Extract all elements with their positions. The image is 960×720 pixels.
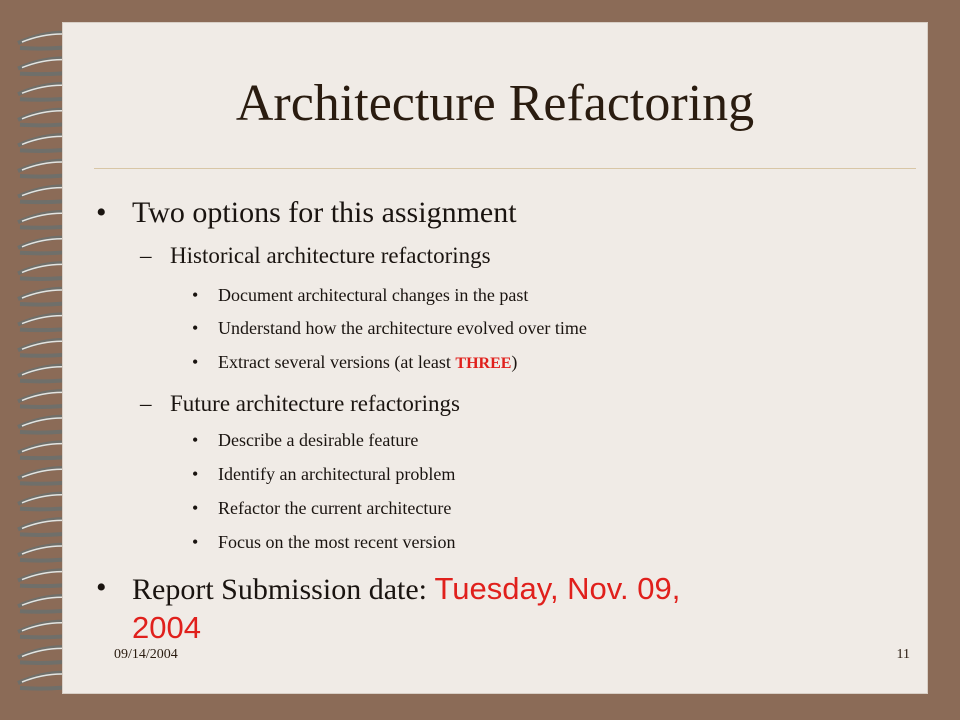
bullet-marker: • bbox=[192, 430, 199, 450]
due-date-continuation bbox=[132, 610, 201, 646]
item-text-prefix: Extract several versions (at least bbox=[218, 352, 456, 372]
item-understand-evolution bbox=[192, 318, 587, 339]
dash-marker: – bbox=[140, 391, 152, 416]
item-describe-feature bbox=[192, 430, 419, 451]
page-number: 11 bbox=[896, 647, 910, 662]
bullet-marker: • bbox=[192, 318, 199, 338]
item-emphasis-three: THREE bbox=[455, 355, 512, 372]
bullet-marker: • bbox=[96, 196, 107, 229]
sub-bullet-text: Historical architecture refactorings bbox=[170, 243, 491, 268]
item-text: Focus on the most recent version bbox=[218, 532, 456, 552]
slide-content bbox=[62, 22, 928, 694]
sub-bullet-future bbox=[140, 391, 460, 417]
slide bbox=[62, 22, 928, 694]
item-text: Understand how the architecture evolved over time bbox=[218, 318, 587, 338]
sub-bullet-historical bbox=[140, 243, 491, 269]
item-refactor-architecture bbox=[192, 498, 452, 519]
due-date-line1: Tuesday, Nov. 09, bbox=[434, 571, 681, 606]
bullet-marker: • bbox=[192, 285, 199, 305]
item-extract-versions bbox=[192, 352, 518, 373]
item-text-suffix: ) bbox=[511, 352, 518, 372]
bullet-report-submission bbox=[96, 571, 681, 607]
item-identify-problem bbox=[192, 464, 456, 485]
item-document-changes bbox=[192, 285, 529, 306]
bullet-marker: • bbox=[192, 464, 199, 484]
bullet-two-options bbox=[96, 196, 517, 230]
item-text: Describe a desirable feature bbox=[218, 430, 419, 450]
bullet-marker: • bbox=[96, 571, 107, 604]
bullet-text: Two options for this assignment bbox=[132, 196, 517, 229]
item-text: Document architectural changes in the past bbox=[218, 285, 529, 305]
bullet-marker: • bbox=[192, 532, 199, 552]
footer-date: 09/14/2004 bbox=[114, 647, 178, 662]
item-text: Identify an architectural problem bbox=[218, 464, 456, 484]
dash-marker: – bbox=[140, 243, 152, 268]
bullet-marker: • bbox=[192, 352, 199, 372]
slide-title: Architecture Refactoring bbox=[235, 75, 755, 132]
bullet-marker: • bbox=[192, 498, 199, 518]
item-text: Refactor the current architecture bbox=[218, 498, 452, 518]
bullet-text: Report Submission date: bbox=[132, 573, 435, 606]
due-date-line2: 2004 bbox=[132, 610, 201, 645]
sub-bullet-text: Future architecture refactorings bbox=[170, 391, 460, 416]
item-focus-recent bbox=[192, 532, 456, 553]
